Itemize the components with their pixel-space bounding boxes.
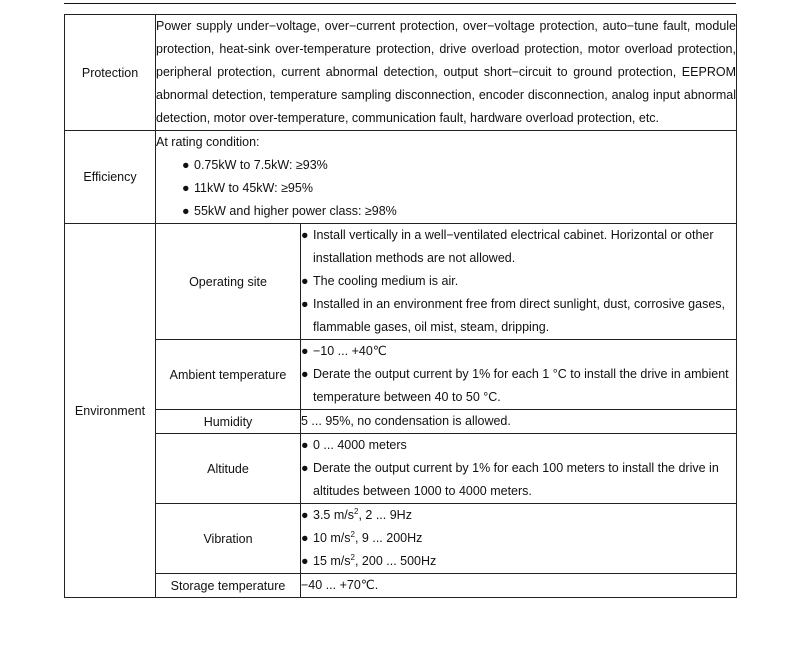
efficiency-item: ● 55kW and higher power class: ≥98% — [156, 200, 736, 223]
altitude-row — [65, 434, 737, 504]
storage-temperature-row — [65, 574, 737, 598]
protection-line: abnormal detection, temperature sampling disconnection, encoder disconnection, analog input abnormal — [156, 88, 736, 102]
top-rule — [64, 3, 736, 4]
operating-site-row — [65, 224, 737, 340]
efficiency-label: Efficiency — [65, 131, 156, 224]
efficiency-row — [65, 131, 737, 224]
storage-temperature-value: −40 ... +70℃. — [301, 574, 737, 598]
bullet: ● — [301, 531, 309, 545]
altitude-label: Altitude — [156, 434, 301, 504]
bullet: ● — [182, 204, 190, 218]
environment-label: Environment — [65, 224, 156, 598]
efficiency-intro: At rating condition: — [156, 135, 260, 149]
ambient-temperature-value: ● −10 ... +40℃ ● Derate the output current by 1% for each 1 °C to install the drive in ambient temperature between 40 to 50 °C. — [301, 340, 737, 410]
bullet: ● — [301, 297, 309, 311]
altitude-value: ● 0 ... 4000 meters ● Derate the output current by 1% for each 100 meters to install the drive in altitudes between 1000 to 4000 meters. — [301, 434, 737, 504]
storage-temperature-label: Storage temperature — [156, 574, 301, 598]
spec-table — [64, 14, 737, 598]
operating-site-value: ● Install vertically in a well−ventilated electrical cabinet. Horizontal or other installation methods are not allowed. ● The cooling medium is air. ● Installed in an environment free from direct sunlight, dust, corrosive gases, flammable gases, oil mist, steam, dripping. — [301, 224, 737, 340]
bullet: ● — [182, 181, 190, 195]
bullet: ● — [301, 554, 309, 568]
protection-value — [156, 15, 737, 131]
protection-label: Protection — [65, 15, 156, 131]
humidity-label: Humidity — [156, 410, 301, 434]
humidity-row — [65, 410, 737, 434]
humidity-value: 5 ... 95%, no condensation is allowed. — [301, 410, 737, 434]
protection-line: protection, heat-sink over-temperature protection, drive overload protection, motor overload protection, — [156, 42, 736, 56]
protection-line: detection, motor over-temperature, communication fault, hardware overload protection, etc. — [156, 111, 660, 125]
bullet: ● — [301, 274, 309, 288]
efficiency-value — [156, 131, 737, 224]
bullet: ● — [182, 158, 190, 172]
ambient-temperature-label: Ambient temperature — [156, 340, 301, 410]
efficiency-item: ● 0.75kW to 7.5kW: ≥93% — [156, 154, 736, 177]
protection-row — [65, 15, 737, 131]
bullet: ● — [301, 461, 309, 475]
bullet: ● — [301, 508, 309, 522]
bullet: ● — [301, 228, 309, 242]
bullet: ● — [301, 367, 309, 381]
efficiency-item: ● 11kW to 45kW: ≥95% — [156, 177, 736, 200]
vibration-row — [65, 504, 737, 574]
vibration-label: Vibration — [156, 504, 301, 574]
protection-line: Power supply under−voltage, over−current protection, over−voltage protection, auto−tune fault, module — [156, 19, 736, 33]
bullet: ● — [301, 438, 309, 452]
ambient-temperature-row — [65, 340, 737, 410]
operating-site-label: Operating site — [156, 224, 301, 340]
protection-line: peripheral protection, current abnormal detection, output short−circuit to ground protection, EEPROM — [156, 65, 736, 79]
vibration-value: ● 3.5 $m/s^2$, 2 ... 9Hz ● 10 $m/s^2$, 9 ... 200Hz ● 15 $m/s^2$, 200 ... 500Hz — [301, 504, 737, 574]
bullet: ● — [301, 344, 309, 358]
